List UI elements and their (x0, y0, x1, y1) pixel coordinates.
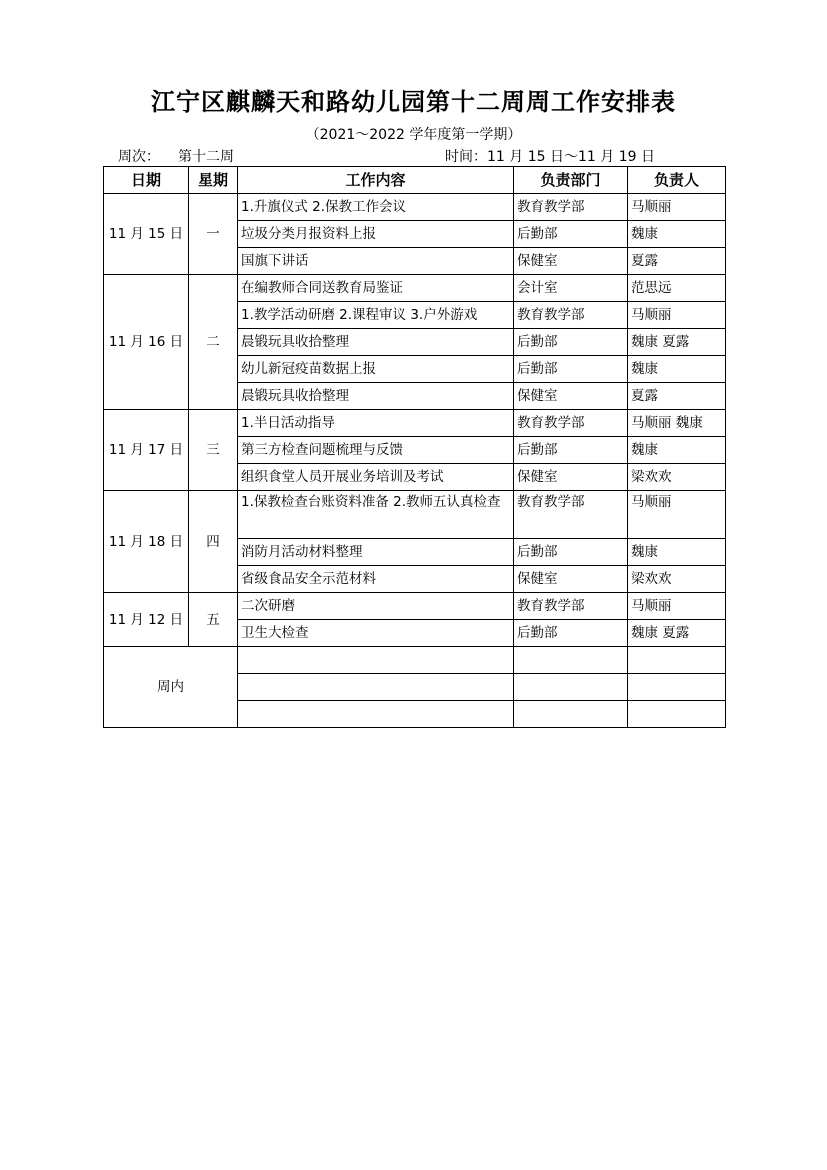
date-cell: 11 月 18 日 (104, 491, 189, 593)
date-cell: 11 月 17 日 (104, 410, 189, 491)
department-cell: 保健室 (514, 248, 628, 275)
department-cell (514, 674, 628, 701)
person-cell: 范思远 (628, 275, 726, 302)
department-cell: 教育教学部 (514, 410, 628, 437)
department-cell: 后勤部 (514, 329, 628, 356)
person-cell: 魏康 夏露 (628, 620, 726, 647)
department-cell: 后勤部 (514, 620, 628, 647)
person-cell: 马顺丽 (628, 491, 726, 539)
content-cell: 组织食堂人员开展业务培训及考试 (238, 464, 514, 491)
content-cell: 晨锻玩具收拾整理 (238, 329, 514, 356)
column-header-person: 负责人 (628, 167, 726, 194)
content-cell: 国旗下讲话 (238, 248, 514, 275)
content-cell: 省级食品安全示范材料 (238, 566, 514, 593)
department-cell: 教育教学部 (514, 194, 628, 221)
weekday-cell: 三 (189, 410, 238, 491)
time-value: 11 月 15 日～11 月 19 日 (487, 149, 655, 165)
department-cell: 后勤部 (514, 437, 628, 464)
department-cell (514, 701, 628, 728)
department-cell: 教育教学部 (514, 491, 628, 539)
column-header-content: 工作内容 (238, 167, 514, 194)
time-info (445, 146, 655, 166)
content-cell (238, 674, 514, 701)
table-row (104, 647, 726, 674)
schedule-table (103, 166, 726, 728)
weekday-cell: 一 (189, 194, 238, 275)
content-cell: 垃圾分类月报资料上报 (238, 221, 514, 248)
department-cell: 后勤部 (514, 356, 628, 383)
content-cell: 二次研磨 (238, 593, 514, 620)
person-cell (628, 674, 726, 701)
content-cell: 第三方检查问题梳理与反馈 (238, 437, 514, 464)
week-value: 第十二周 (178, 149, 234, 165)
date-cell: 11 月 12 日 (104, 593, 189, 647)
week-label: 周次： (118, 149, 160, 165)
department-cell: 教育教学部 (514, 593, 628, 620)
content-cell: 1.半日活动指导 (238, 410, 514, 437)
department-cell: 教育教学部 (514, 302, 628, 329)
department-cell: 后勤部 (514, 539, 628, 566)
department-cell: 会计室 (514, 275, 628, 302)
table-row (104, 194, 726, 221)
department-cell: 后勤部 (514, 221, 628, 248)
person-cell: 马顺丽 魏康 (628, 410, 726, 437)
person-cell: 马顺丽 (628, 593, 726, 620)
content-cell (238, 647, 514, 674)
person-cell (628, 701, 726, 728)
page-title: 江宁区麒麟天和路幼儿园第十二周周工作安排表 (151, 87, 676, 116)
weekday-cell: 二 (189, 275, 238, 410)
content-cell: 1.保教检查台账资料准备 2.教师五认真检查 (238, 491, 514, 539)
person-cell: 魏康 (628, 437, 726, 464)
weekday-cell: 五 (189, 593, 238, 647)
person-cell: 魏康 (628, 539, 726, 566)
department-cell: 保健室 (514, 464, 628, 491)
person-cell: 马顺丽 (628, 302, 726, 329)
content-cell: 1.升旗仪式 2.保教工作会议 (238, 194, 514, 221)
column-header-weekday: 星期 (189, 167, 238, 194)
department-cell: 保健室 (514, 566, 628, 593)
person-cell: 马顺丽 (628, 194, 726, 221)
department-cell: 保健室 (514, 383, 628, 410)
table-row (104, 491, 726, 539)
department-cell (514, 647, 628, 674)
date-cell: 11 月 16 日 (104, 275, 189, 410)
person-cell: 梁欢欢 (628, 566, 726, 593)
person-cell: 梁欢欢 (628, 464, 726, 491)
content-cell (238, 701, 514, 728)
content-cell: 消防月活动材料整理 (238, 539, 514, 566)
week-info (118, 146, 234, 166)
column-header-date: 日期 (104, 167, 189, 194)
date-cell: 11 月 15 日 (104, 194, 189, 275)
table-row (104, 410, 726, 437)
person-cell (628, 647, 726, 674)
person-cell: 夏露 (628, 383, 726, 410)
weekday-cell: 四 (189, 491, 238, 593)
person-cell: 夏露 (628, 248, 726, 275)
person-cell: 魏康 (628, 356, 726, 383)
content-cell: 在编教师合同送教育局鉴证 (238, 275, 514, 302)
semester-subtitle: （2021～2022 学年度第一学期） (305, 127, 522, 143)
table-row (104, 593, 726, 620)
person-cell: 魏康 夏露 (628, 329, 726, 356)
table-row (104, 275, 726, 302)
person-cell: 魏康 (628, 221, 726, 248)
content-cell: 晨锻玩具收拾整理 (238, 383, 514, 410)
time-label: 时间： (445, 149, 487, 165)
content-cell: 卫生大检查 (238, 620, 514, 647)
content-cell: 1.教学活动研磨 2.课程审议 3.户外游戏 (238, 302, 514, 329)
content-cell: 幼儿新冠疫苗数据上报 (238, 356, 514, 383)
weekly-label-cell: 周内 (104, 647, 238, 728)
column-header-department: 负责部门 (514, 167, 628, 194)
